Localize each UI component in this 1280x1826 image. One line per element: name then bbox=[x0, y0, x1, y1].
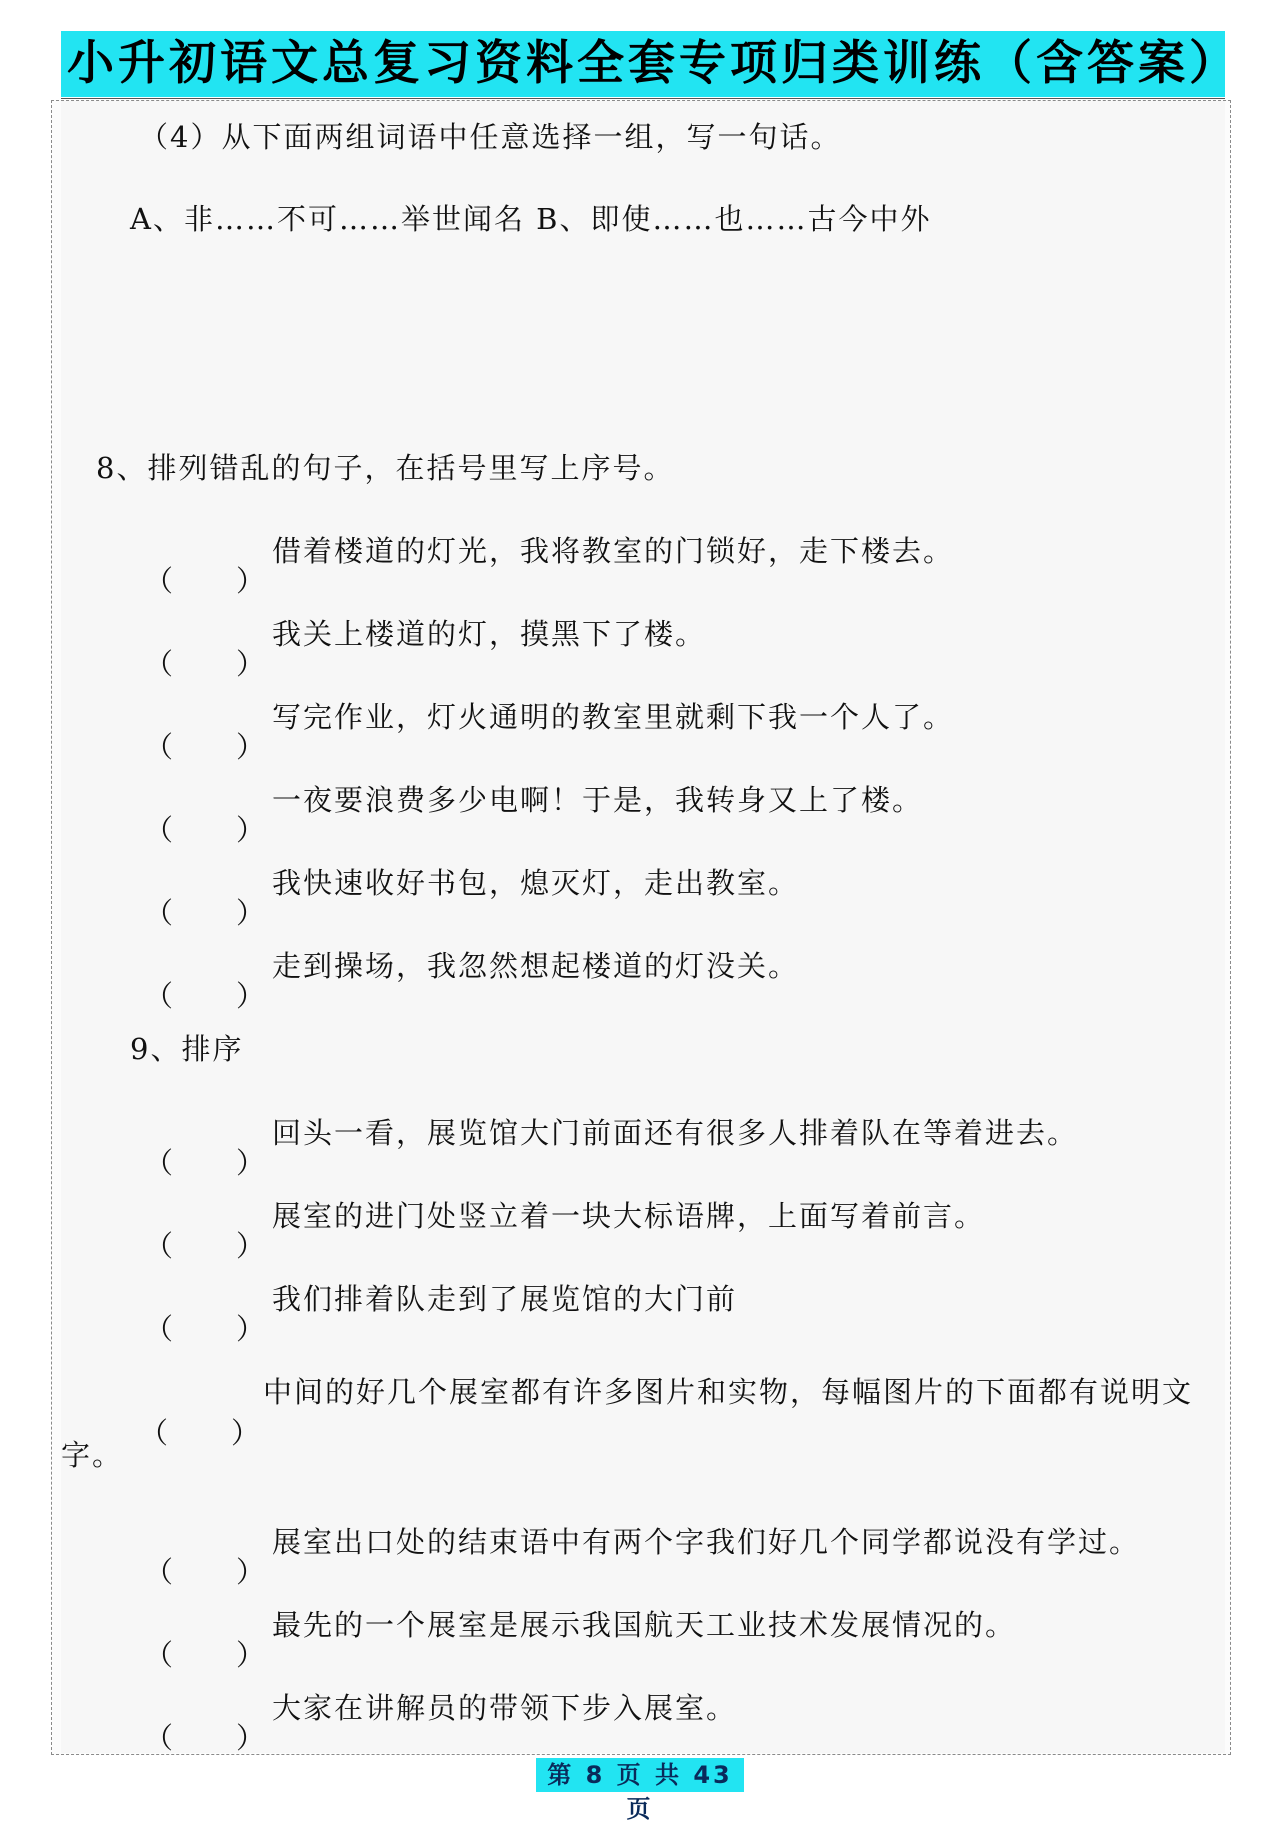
q8-item-1: （ ） 借着楼道的灯光，我将教室的门锁好，走下楼去。 bbox=[144, 534, 955, 598]
sentence-text: 我快速收好书包，熄灭灯，走出教室。 bbox=[272, 866, 800, 900]
document-title: 小升初语文总复习资料全套专项归类训练（含答案） bbox=[67, 36, 1240, 91]
q9-item-6: （ ） 最先的一个展室是展示我国航天工业技术发展情况的。 bbox=[144, 1608, 1017, 1672]
page-number: 第 8 页 共 43 页 bbox=[536, 1758, 744, 1792]
sentence-text: 大家在讲解员的带领下步入展室。 bbox=[272, 1691, 738, 1725]
sentence-text: 写完作业，灯火通明的教室里就剩下我一个人了。 bbox=[272, 700, 955, 734]
q9-item-4: （ ） 中间的好几个展室都有许多图片和实物，每幅图片的下面都有说明文字。 bbox=[61, 1375, 1194, 1472]
q8-title: 8、排列错乱的句子，在括号里写上序号。 bbox=[96, 451, 675, 485]
q9-item-2: （ ） 展室的进门处竖立着一块大标语牌，上面写着前言。 bbox=[144, 1199, 986, 1263]
q7-sub4-prompt: （4）从下面两组词语中任意选择一组，写一句话。 bbox=[139, 120, 842, 154]
q8-item-4: （ ） 一夜要浪费多少电啊！于是，我转身又上了楼。 bbox=[144, 783, 924, 847]
sentence-text: 我们排着队走到了展览馆的大门前 bbox=[272, 1282, 738, 1316]
q8-item-3: （ ） 写完作业，灯火通明的教室里就剩下我一个人了。 bbox=[144, 700, 955, 764]
sentence-text: 展室出口处的结束语中有两个字我们好几个同学都说没有学过。 bbox=[272, 1525, 1141, 1559]
q9-item-1: （ ） 回头一看，展览馆大门前面还有很多人排着队在等着进去。 bbox=[144, 1116, 1079, 1180]
q8-item-6: （ ） 走到操场，我忽然想起楼道的灯没关。 bbox=[144, 949, 800, 1013]
sentence-text: 一夜要浪费多少电啊！于是，我转身又上了楼。 bbox=[272, 783, 924, 817]
q7-sub4-options: A、非……不可……举世闻名 B、即使……也……古今中外 bbox=[130, 202, 932, 236]
q8-item-5: （ ） 我快速收好书包，熄灭灯，走出教室。 bbox=[144, 866, 800, 930]
sentence-text: 我关上楼道的灯，摸黑下了楼。 bbox=[272, 617, 707, 651]
q9-item-7: （ ） 大家在讲解员的带领下步入展室。 bbox=[144, 1691, 738, 1755]
header-divider bbox=[61, 98, 1225, 99]
sentence-text: 回头一看，展览馆大门前面还有很多人排着队在等着进去。 bbox=[272, 1116, 1079, 1150]
q8-item-2: （ ） 我关上楼道的灯，摸黑下了楼。 bbox=[144, 617, 707, 681]
sentence-text: 借着楼道的灯光，我将教室的门锁好，走下楼去。 bbox=[272, 534, 955, 568]
q9-title: 9、排序 bbox=[130, 1032, 244, 1066]
sentence-text: 走到操场，我忽然想起楼道的灯没关。 bbox=[272, 949, 800, 983]
sentence-text: 最先的一个展室是展示我国航天工业技术发展情况的。 bbox=[272, 1608, 1017, 1642]
document-header bbox=[61, 31, 1240, 97]
q9-item-3: （ ） 我们排着队走到了展览馆的大门前 bbox=[144, 1282, 738, 1346]
q9-item-5: （ ） 展室出口处的结束语中有两个字我们好几个同学都说没有学过。 bbox=[144, 1525, 1141, 1589]
sentence-text: 展室的进门处竖立着一块大标语牌，上面写着前言。 bbox=[272, 1199, 986, 1233]
sentence-text: 中间的好几个展室都有许多图片和实物，每幅图片的下面都有说明文字。 bbox=[61, 1375, 1194, 1472]
